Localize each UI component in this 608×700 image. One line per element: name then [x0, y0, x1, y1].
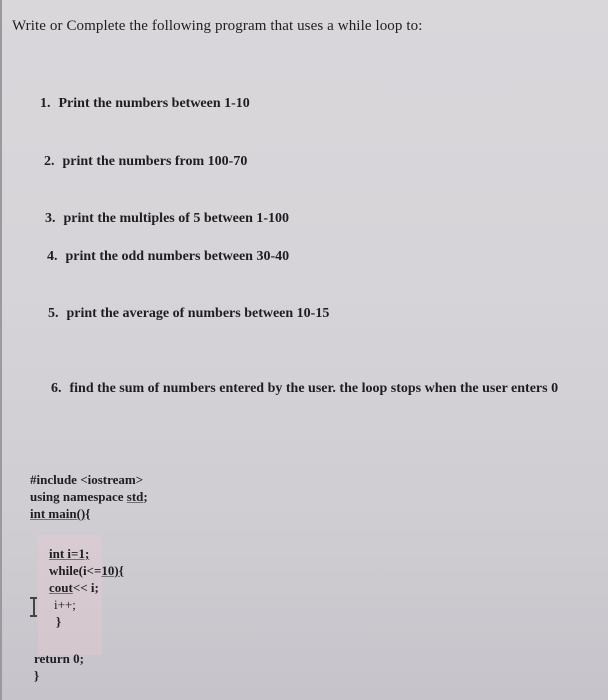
task-text: print the multiples of 5 between 1-100 [63, 211, 290, 226]
code-while-line [49, 563, 124, 579]
task-number: 1. [40, 96, 51, 111]
task-item-3 [45, 211, 289, 227]
code-statement: int i=1; [49, 546, 90, 561]
code-close-loop: } [56, 614, 62, 629]
task-text: Print the numbers between 1-10 [58, 96, 250, 111]
code-statement: << i; [72, 580, 99, 595]
task-text: print the odd numbers between 30-40 [65, 249, 290, 264]
task-text: print the numbers from 100-70 [62, 154, 248, 169]
code-cout-line [49, 580, 99, 596]
task-item-6 [51, 381, 558, 397]
code-condition: 10){ [101, 563, 124, 578]
code-keyword: int [30, 506, 49, 521]
task-item-2 [44, 154, 247, 170]
task-number: 4. [47, 249, 58, 264]
task-item-1 [40, 96, 250, 112]
task-item-4 [47, 249, 289, 265]
code-punct: ; [143, 489, 148, 504]
task-item-5 [48, 306, 329, 322]
code-include-line: #include <iostream> [30, 472, 144, 487]
code-statement: while(i<= [49, 563, 102, 578]
code-namespace-line [30, 489, 148, 505]
task-number: 5. [48, 306, 59, 321]
code-decl-line [49, 546, 89, 562]
instructions-heading: Write or Complete the following program that uses a while loop to: [12, 18, 423, 34]
code-increment-line: i++; [54, 597, 76, 612]
code-keyword: using namespace [30, 489, 127, 504]
code-main-line [30, 506, 90, 522]
code-close-main: } [34, 668, 40, 683]
code-punct: { [85, 506, 91, 521]
code-return-line: return 0; [34, 651, 84, 666]
code-namespace-name: std [126, 489, 144, 504]
task-number: 2. [44, 154, 55, 169]
code-cout: cout [49, 580, 73, 595]
task-number: 3. [45, 211, 56, 226]
task-number: 6. [51, 381, 62, 396]
task-text: print the average of numbers between 10-15 [66, 306, 330, 321]
text-cursor-icon [29, 596, 39, 618]
code-function-name: main() [48, 506, 86, 521]
task-text: find the sum of numbers entered by the user. the loop stops when the user enters 0 [69, 381, 559, 396]
